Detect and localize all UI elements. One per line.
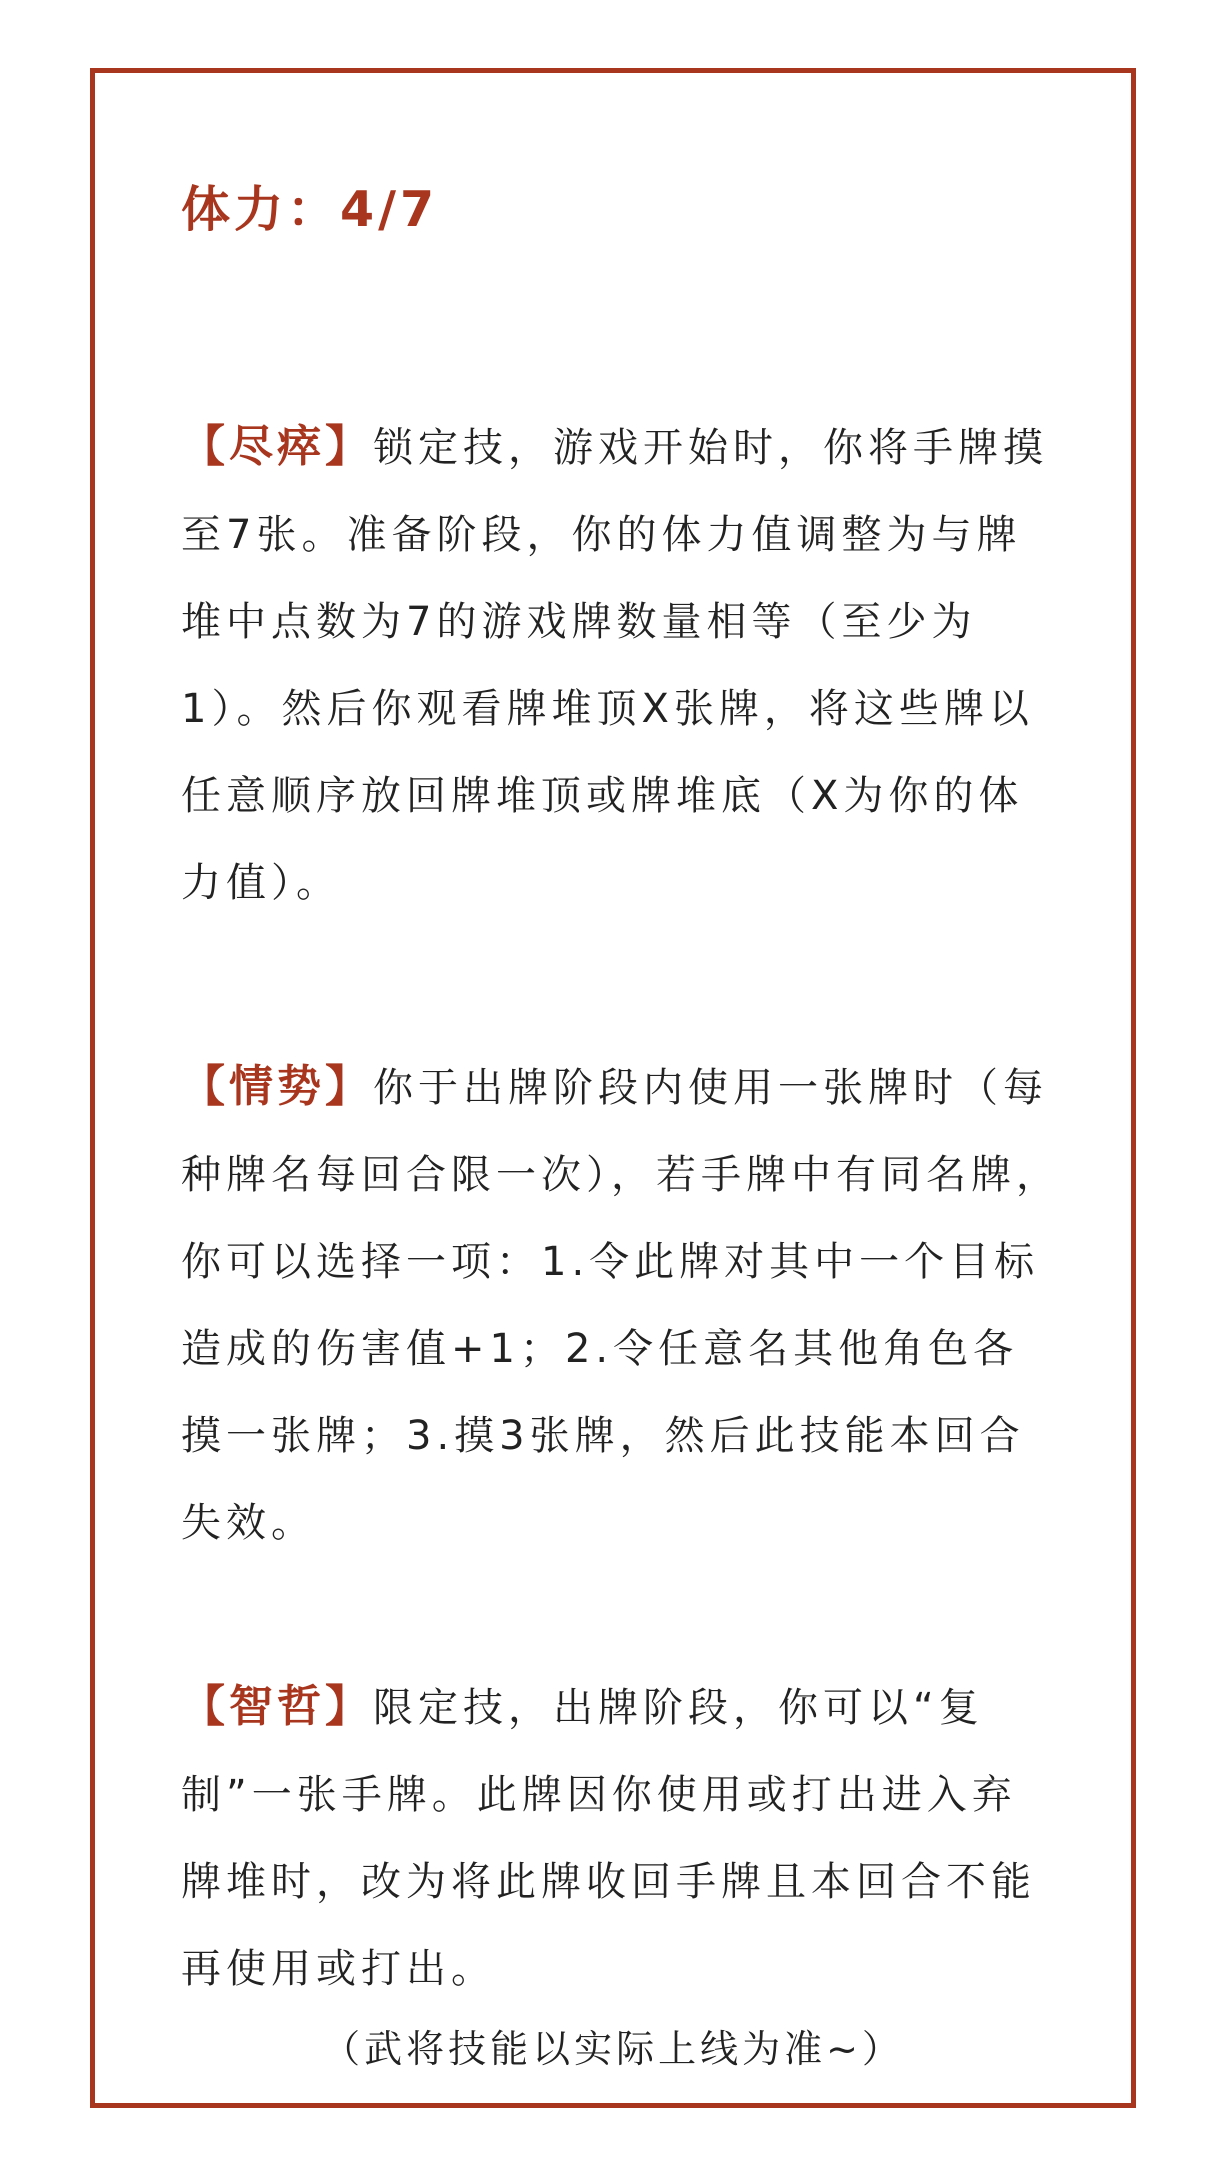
skill-zhizhe [181,1663,1061,2013]
skill-qingshi [181,1043,1061,1567]
skill-name: 【情势】 [181,1061,373,1112]
hp-label: 体力：4/7 [181,181,439,238]
skill-description: 限定技，出牌阶段，你可以“复制”一张手牌。此牌因你使用或打出进入弃牌堆时，改为将此牌收回手牌且本回合不能再使用或打出。 [181,1685,1036,1992]
skill-jincui [181,403,1061,927]
skill-card [90,68,1136,2108]
skill-description: 锁定技，游戏开始时，你将手牌摸至7张。准备阶段，你的体力值调整为与牌堆中点数为7的游戏牌数量相等（至少为1）。然后你观看牌堆顶X张牌，将这些牌以任意顺序放回牌堆顶或牌堆底（X为你的体力值）。 [181,425,1048,906]
skill-name: 【智哲】 [181,1681,373,1732]
skill-name: 【尽瘁】 [181,421,373,472]
skill-description: 你于出牌阶段内使用一张牌时（每种牌名每回合限一次），若手牌中有同名牌，你可以选择一项：1.令此牌对其中一个目标造成的伤害值+1；2.令任意名其他角色各摸一张牌；3.摸3张牌，然后此技能本回合失效。 [181,1065,1061,1546]
footnote: （武将技能以实际上线为准~） [322,2027,904,2071]
